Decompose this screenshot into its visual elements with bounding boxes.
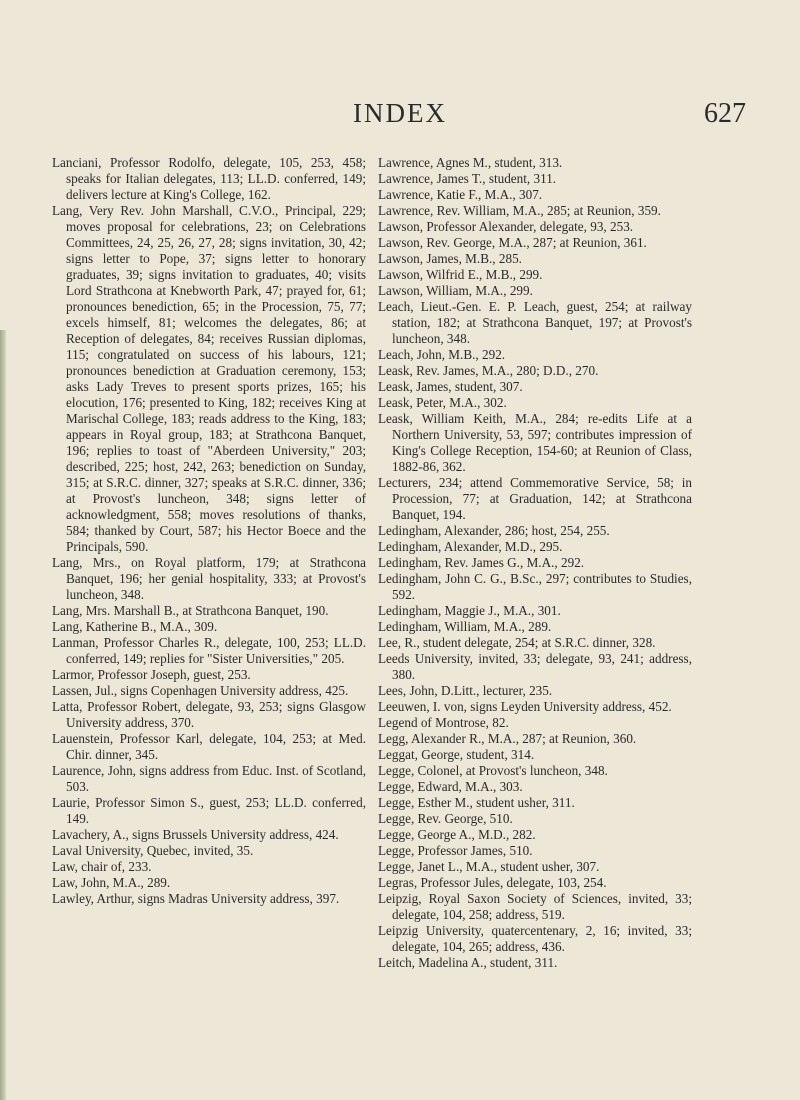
index-entry: Legend of Montrose, 82. (378, 715, 509, 730)
index-entry: Law, chair of, 233. (52, 859, 152, 874)
index-entry: Ledingham, Maggie J., M.A., 301. (378, 603, 561, 618)
index-entry: Leeuwen, I. von, signs Leyden University address, 452. (378, 699, 672, 714)
index-entry: Laval University, Quebec, invited, 35. (52, 843, 254, 858)
index-entry: Lawson, James, M.B., 285. (378, 251, 522, 266)
index-entry: Legge, Professor James, 510. (378, 843, 533, 858)
index-entry: Legge, Esther M., student usher, 311. (378, 795, 575, 810)
index-entry: Lanciani, Professor Rodolfo, delegate, 105, 253, 458; speaks for Italian delegates, 113; LL.D. conferred, 149; delivers lecture at King's College, 162. (52, 155, 366, 202)
index-entry: Leask, Rev. James, M.A., 280; D.D., 270. (378, 363, 599, 378)
index-entry: Lawrence, Rev. William, M.A., 285; at Reunion, 359. (378, 203, 661, 218)
index-entry: Lang, Mrs. Marshall B., at Strathcona Banquet, 190. (52, 603, 329, 618)
index-entry: Leipzig University, quatercentenary, 2, 16; invited, 33; delegate, 104, 265; address, 436. (378, 923, 692, 954)
index-entry: Leggat, George, student, 314. (378, 747, 535, 762)
index-column-right (378, 155, 692, 971)
index-entry: Larmor, Professor Joseph, guest, 253. (52, 667, 251, 682)
page-spine-edge (0, 330, 6, 1100)
index-entry: Lavachery, A., signs Brussels University address, 424. (52, 827, 339, 842)
index-entry: Lassen, Jul., signs Copenhagen University address, 425. (52, 683, 349, 698)
index-entry: Leipzig, Royal Saxon Society of Sciences, invited, 33; delegate, 104, 258; address, 519. (378, 891, 692, 922)
index-entry: Law, John, M.A., 289. (52, 875, 171, 890)
index-entry: Lang, Katherine B., M.A., 309. (52, 619, 218, 634)
index-entry: Ledingham, William, M.A., 289. (378, 619, 552, 634)
index-entry: Lee, R., student delegate, 254; at S.R.C. dinner, 328. (378, 635, 656, 650)
index-entry: Leask, James, student, 307. (378, 379, 523, 394)
index-entry: Latta, Professor Robert, delegate, 93, 253; signs Glasgow University address, 370. (52, 699, 366, 730)
index-entry: Lang, Very Rev. John Marshall, C.V.O., Principal, 229; moves proposal for celebrations, 23; on Celebrations Committees, 24, 25, 26, 27, 28; signs invitation, 30, 42; signs letter to Pope, 37; signs letter to honorary graduates, 39; signs invitation to graduates, 40; visits Lord Strathcona at Knebworth Park, 47; prayed for, 61; pronounces benediction, 65; in the Procession, 75, 77; excels himself, 81; welcomes the delegates, 86; at Reception of delegates, 84; receives Russian diplomas, 115; congratulated on success of his labours, 121; pronounces benediction at Graduation ceremony, 153; asks Lady Treves to present sports prizes, 165; his elocution, 176; presented to King, 182; receives King at Marischal College, 183; reads address to the King, 183; appears in Royal group, 183; at Strathcona Banquet, 196; replies to toast of "Aberdeen University," 203; described, 225; host, 242, 263; benediction on Sunday, 315; at S.R.C. dinner, 327; speaks at S.R.C. dinner, 336; at Provost's luncheon, 348; signs letter of acknowledgment, 558; moves resolutions of thanks, 584; thanked by Court, 587; his Hector Boece and the Principals, 590. (52, 203, 366, 554)
index-entry: Lawrence, James T., student, 311. (378, 171, 557, 186)
index-entry: Lawley, Arthur, signs Madras University address, 397. (52, 891, 340, 906)
index-entry: Laurence, John, signs address from Educ. Inst. of Scotland, 503. (52, 763, 366, 794)
index-entry: Lawson, Wilfrid E., M.B., 299. (378, 267, 543, 282)
index-entry: Lang, Mrs., on Royal platform, 179; at Strathcona Banquet, 196; her genial hospitality, 333; at Provost's luncheon, 348. (52, 555, 366, 602)
index-column-left (52, 155, 366, 907)
index-entry: Legge, Edward, M.A., 303. (378, 779, 523, 794)
index-entry: Legg, Alexander R., M.A., 287; at Reunion, 360. (378, 731, 637, 746)
index-entry: Leitch, Madelina A., student, 311. (378, 955, 558, 970)
index-entry: Lauenstein, Professor Karl, delegate, 104, 253; at Med. Chir. dinner, 345. (52, 731, 366, 762)
index-entry: Legge, Colonel, at Provost's luncheon, 348. (378, 763, 608, 778)
index-entry: Legge, Janet L., M.A., student usher, 307. (378, 859, 600, 874)
index-entry: Lees, John, D.Litt., lecturer, 235. (378, 683, 553, 698)
index-entry: Lawson, Rev. George, M.A., 287; at Reunion, 361. (378, 235, 647, 250)
index-entry: Legge, Rev. George, 510. (378, 811, 513, 826)
page-number: 627 (704, 98, 746, 129)
page-title: INDEX (353, 98, 447, 128)
index-entry: Lawrence, Agnes M., student, 313. (378, 155, 563, 170)
index-entry: Lawrence, Katie F., M.A., 307. (378, 187, 543, 202)
index-entry: Lawson, Professor Alexander, delegate, 93, 253. (378, 219, 634, 234)
index-entry: Leach, Lieut.-Gen. E. P. Leach, guest, 254; at railway station, 182; at Strathcona Banquet, 197; at Provost's luncheon, 348. (378, 299, 692, 346)
index-entry: Leask, William Keith, M.A., 284; re-edits Life at a Northern University, 53, 597; contributes impression of King's College Reception, 154-60; at Reunion of Class, 1882-86, 362. (378, 411, 692, 474)
index-entry: Ledingham, John C. G., B.Sc., 297; contributes to Studies, 592. (378, 571, 692, 602)
index-entry: Ledingham, Alexander, M.D., 295. (378, 539, 563, 554)
index-entry: Lanman, Professor Charles R., delegate, 100, 253; LL.D. conferred, 149; replies for "Sister Universities," 205. (52, 635, 366, 666)
index-entry: Ledingham, Rev. James G., M.A., 292. (378, 555, 585, 570)
index-entry: Legras, Professor Jules, delegate, 103, 254. (378, 875, 607, 890)
page-header (0, 98, 800, 134)
index-entry: Lawson, William, M.A., 299. (378, 283, 533, 298)
index-entry: Leask, Peter, M.A., 302. (378, 395, 507, 410)
index-entry: Leach, John, M.B., 292. (378, 347, 506, 362)
index-entry: Ledingham, Alexander, 286; host, 254, 255. (378, 523, 610, 538)
index-entry: Laurie, Professor Simon S., guest, 253; LL.D. conferred, 149. (52, 795, 366, 826)
index-entry: Leeds University, invited, 33; delegate, 93, 241; address, 380. (378, 651, 692, 682)
index-entry: Lecturers, 234; attend Commemorative Service, 58; in Procession, 77; at Graduation, 142; at Strathcona Banquet, 194. (378, 475, 692, 522)
index-entry: Legge, George A., M.D., 282. (378, 827, 536, 842)
